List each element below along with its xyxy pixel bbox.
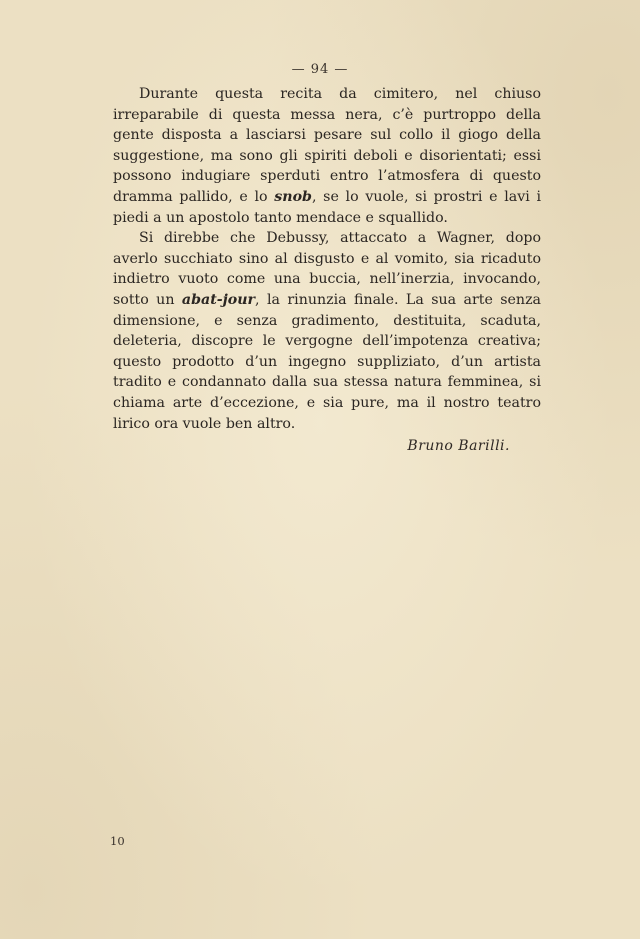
emphasis-snob: snob [274, 188, 312, 205]
paragraph-2-text-end: , la rinunzia finale. La sua arte senza dimensione, e senza gradimento, destituita, scaduta, deleteria, discopre le vergogne dell’impotenza creativa; questo prodotto d’un ingegno suppliziato, d’un artista tradito e condannato dalla sua stessa natura femminea, si chiama arte d’eccezione, e sia pure, ma il nostro teatro lirico ora vuole ben altro. [113, 291, 542, 432]
paragraph-1-text-start: Durante questa recita da cimitero, nel chiuso irreparabile di questa messa nera, c’è purtroppo della gente disposta a lasciarsi pesare sul collo il giogo della suggestione, ma sono gli spiriti deboli e disorientati; essi possono indugiare sperduti entro l’atmosfera di questo dramma pallido, e lo [113, 86, 541, 205]
author-signature: Bruno Barilli. [407, 438, 510, 454]
paragraph-2 [113, 228, 541, 434]
paragraph-1-text-end: , se lo vuole, si prostri e lavi i piedi a un apostolo tanto mendace e squallido. [113, 188, 541, 226]
page-number: — 94 — [291, 62, 349, 77]
paragraph-1 [113, 84, 541, 228]
paragraph-2-text-start: Si direbbe che Debussy, attaccato a Wagner, dopo averlo succhiato sino al disgusto e al vomito, sia ricaduto indietro vuoto come una buccia, nell’inerzia, invocando, sotto un [113, 230, 541, 308]
emphasis-abat-jour: abat-jour [181, 291, 256, 308]
article-body [113, 84, 541, 434]
signature-mark: 10 [110, 834, 125, 848]
